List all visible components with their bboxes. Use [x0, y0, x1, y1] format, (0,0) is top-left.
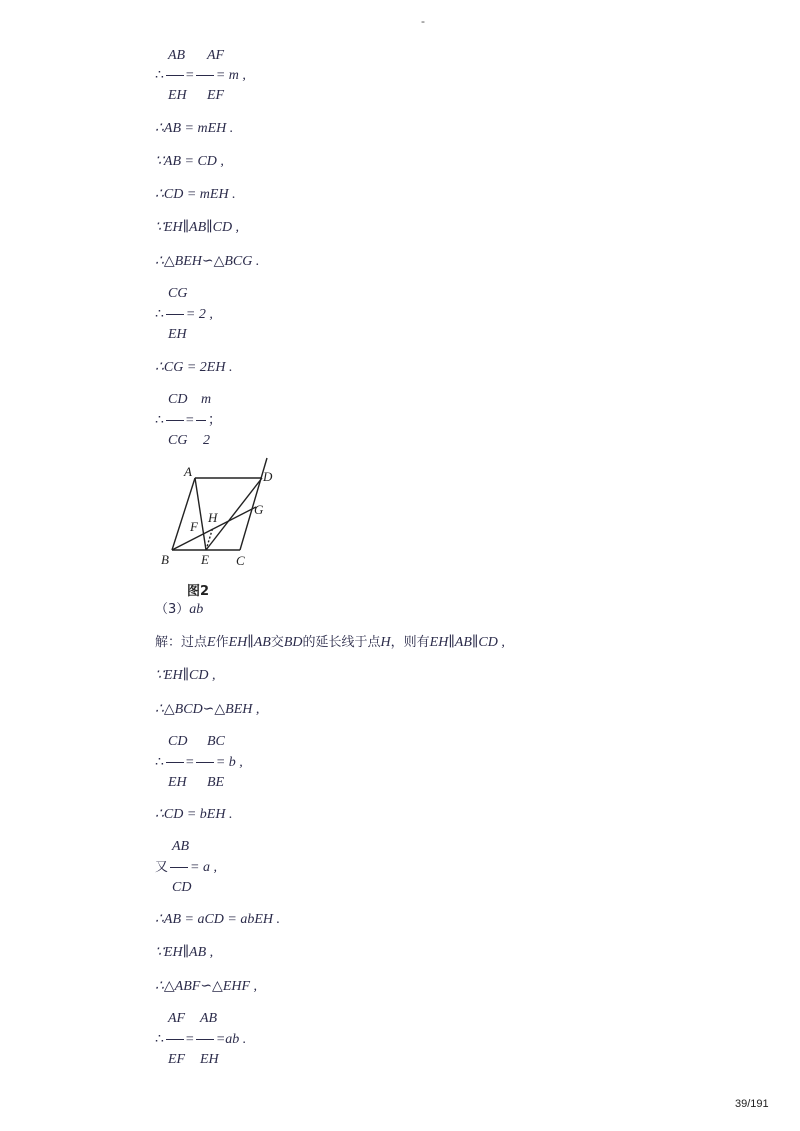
text-line-m1: ∵EH∥CD , [155, 668, 216, 683]
fraction-numerator: AF [168, 1011, 186, 1026]
text-line-m4: ∴CD = bEH . [155, 807, 233, 822]
header-mark: - [421, 14, 425, 28]
fraction-numerator: AF [207, 48, 225, 63]
text-line-2: ∴AB = mEH . [155, 121, 234, 136]
fraction-expression: ∴ = ； [155, 413, 222, 428]
label-d: D [263, 469, 273, 484]
fraction-denominator: EF [168, 1052, 186, 1067]
segment-ae [195, 478, 206, 550]
fraction-denominator: EH [200, 1052, 219, 1067]
fraction-numerator: AB [172, 839, 190, 854]
part-3-heading: （3）ab [155, 602, 204, 617]
figure-caption: 图2 [187, 584, 210, 599]
text-line-3: ∵AB = CD , [155, 154, 224, 169]
fraction-denominator: EH [168, 327, 187, 342]
text-line-m7: ∵EH∥AB , [155, 945, 214, 960]
label-a: A [184, 464, 192, 479]
fraction-expression: ∴ = = b , [155, 755, 243, 770]
text-line-m6: ∴AB = aCD = abEH . [155, 912, 281, 927]
fraction-numerator: BC [207, 734, 225, 749]
page-number: 39/191 [735, 1098, 769, 1110]
fraction-expression: ∴ = = m , [155, 68, 246, 83]
text-line-4: ∴CD = mEH . [155, 187, 236, 202]
label-e: E [201, 552, 209, 567]
text-line-6: ∴△BEH∽△BCG . [155, 254, 260, 269]
fraction-denominator: EH [168, 88, 187, 103]
fraction-denominator: CG [168, 433, 188, 448]
geometry-figure [150, 452, 290, 577]
text-line-8: ∴CG = 2EH . [155, 360, 233, 375]
fraction-denominator: EF [207, 88, 225, 103]
segment-ab [172, 478, 195, 550]
label-f: F [190, 519, 198, 534]
fraction-denominator: EH [168, 775, 187, 790]
fraction-numerator: CD [168, 734, 188, 749]
fraction-expression: ∴ = 2 , [155, 307, 213, 322]
text-line-5: ∵EH∥AB∥CD , [155, 220, 240, 235]
fraction-numerator: CG [168, 286, 188, 301]
label-c: C [236, 553, 245, 568]
label-b: B [161, 552, 169, 567]
solution-intro: 解：过点E作EH∥AB交BD的延长线于点H，则有EH∥AB∥CD , [155, 635, 505, 650]
fraction-expression: ∴ = =ab . [155, 1032, 247, 1047]
label-h: H [208, 510, 218, 525]
fraction-numerator: CD [168, 392, 188, 407]
fraction-expression: 又 = a , [155, 860, 217, 875]
text-line-m2: ∴△BCD∽△BEH , [155, 702, 260, 717]
label-g: G [254, 502, 264, 517]
fraction-denominator: CD [172, 880, 192, 895]
fraction-denominator: BE [207, 775, 225, 790]
fraction-denominator: 2 [203, 433, 210, 448]
fraction-numerator: m [201, 392, 212, 407]
fraction-numerator: AB [168, 48, 186, 63]
text-line-m8: ∴△ABF∽△EHF , [155, 979, 258, 994]
fraction-numerator: AB [200, 1011, 218, 1026]
